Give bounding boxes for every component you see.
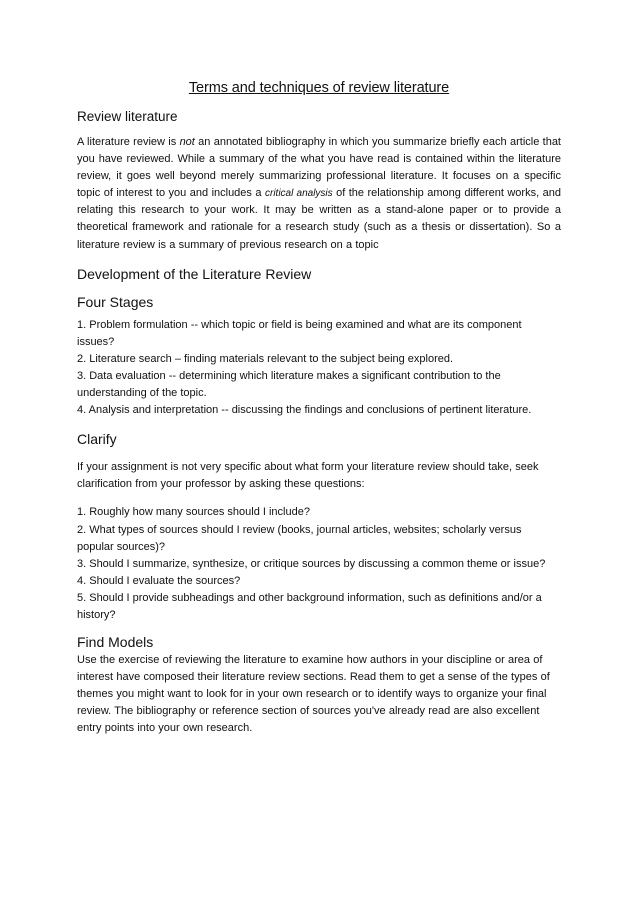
clarify-questions-list [77, 504, 561, 624]
heading-find-models: Find Models [77, 634, 154, 651]
list-item: 4. Should I evaluate the sources? [77, 574, 241, 587]
heading-review-literature: Review literature [77, 109, 178, 124]
paragraph-text: A literature review is [77, 136, 180, 148]
list-item: 5. Should I provide subheadings and other background information, such as definitions and/or a history? [77, 591, 542, 621]
list-item: 2. Literature search – finding materials relevant to the subject being explored. [77, 352, 454, 365]
review-literature-paragraph [77, 134, 561, 254]
clarify-intro: If your assignment is not very specific about what form your literature review should take, seek clarification from your professor by asking these questions: [77, 461, 539, 491]
emphasis-not: not [179, 136, 195, 148]
list-item: 1. Problem formulation -- which topic or field is being examined and what are its component issues? [77, 318, 522, 348]
emphasis-critical-analysis: critical analysis [264, 188, 333, 200]
document-content [77, 80, 561, 738]
find-models-paragraph: Use the exercise of reviewing the literature to examine how authors in your discipline or area of interest have composed their literature review sections. Read them to get a sense of the types of themes you might want to look for in your own research or to identify ways to organize your final review. The bibliography or reference section of sources you've already read are also excellent entry points into your own research. [77, 654, 550, 735]
list-item: 2. What types of sources should I review (books, journal articles, websites; scholarly versus popular sources)? [77, 523, 522, 553]
paragraph-text: an annotated bibliography in which you summarize briefly each article that you have reviewed. While a summary of the what you have read is contained within the literature review, it goes well beyond merely summarizing professional literature. It focuses on a specific topic of interest to you and includes a [77, 136, 561, 200]
paragraph-text: of the relationship among different works, and relating this research to your work. It may be written as a stand-alone paper or to provide a theoretical framework and rationale for a research study (such as a thesis or dissertation). So a literature review is a summary of previous research on a topic [77, 187, 561, 251]
heading-development: Development of the Literature Review [77, 265, 312, 282]
list-item: 3. Should I summarize, synthesize, or critique sources by discussing a common theme or issue? [77, 557, 546, 570]
document-title: Terms and techniques of review literature [188, 80, 450, 96]
list-item: 3. Data evaluation -- determining which literature makes a significant contribution to the understanding of the topic. [77, 369, 501, 400]
heading-four-stages: Four Stages [77, 293, 154, 310]
list-item: 1. Roughly how many sources should I include? [77, 506, 310, 519]
four-stages-list [77, 317, 561, 420]
list-item: 4. Analysis and interpretation -- discussing the findings and conclusions of pertinent literature. [77, 404, 532, 417]
heading-clarify: Clarify [77, 431, 117, 448]
spacer [77, 493, 561, 504]
